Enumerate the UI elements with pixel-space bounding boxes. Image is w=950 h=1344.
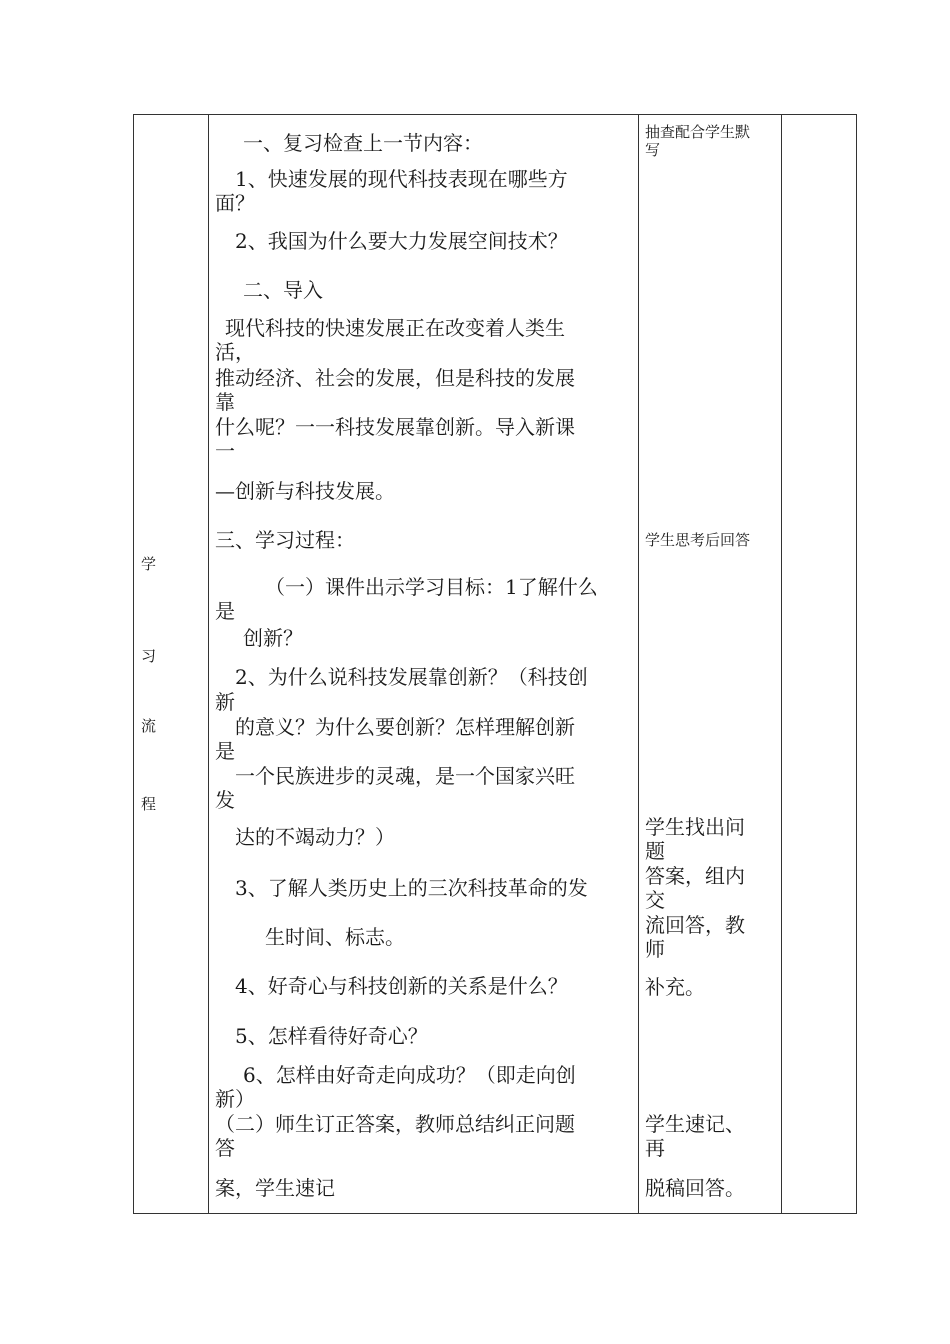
content-line: —创新与科技发展。: [215, 479, 395, 503]
content-line: 现代科技的快速发展正在改变着人类生: [225, 316, 565, 340]
section-label-cell: [134, 115, 208, 1213]
content-line: 面？: [215, 191, 255, 215]
content-line: （二）师生订正答案，教师总结纠正问题: [215, 1112, 575, 1136]
section-label-char: 流: [141, 717, 157, 735]
activity-line: 再: [645, 1136, 665, 1160]
activity-line: 答案，组内: [645, 864, 745, 888]
content-line: 发: [215, 788, 235, 812]
content-line: 一、复习检查上一节内容：: [243, 131, 483, 155]
activity-line: 题: [645, 839, 665, 863]
activity-line: 抽查配合学生默: [645, 123, 751, 141]
content-line: 一: [215, 439, 235, 463]
content-line: 2、为什么说科技发展靠创新？（科技创: [235, 665, 588, 689]
activity-line: 学生速记、: [645, 1112, 745, 1136]
activity-line: 流回答，教: [645, 913, 745, 937]
content-line: 1、快速发展的现代科技表现在哪些方: [235, 167, 568, 191]
content-line: 5、怎样看待好奇心？: [235, 1024, 428, 1048]
content-line: 一个民族进步的灵魂，是一个国家兴旺: [235, 764, 575, 788]
content-line: 的意义？为什么要创新？怎样理解创新: [235, 715, 575, 739]
content-line: 新: [215, 690, 235, 714]
content-line: 达的不竭动力？）: [235, 825, 395, 849]
section-label-char: 程: [141, 795, 157, 813]
main-content-cell: [209, 115, 638, 1213]
content-line: 案，学生速记: [215, 1176, 335, 1200]
student-activity-cell: [639, 115, 781, 1213]
activity-line: 学生找出问: [645, 815, 745, 839]
activity-line: 补充。: [645, 975, 705, 999]
content-line: 3、了解人类历史上的三次科技革命的发: [235, 876, 588, 900]
content-line: 生时间、标志。: [265, 925, 405, 949]
content-line: 2、我国为什么要大力发展空间技术？: [235, 229, 568, 253]
content-line: 二、导入: [243, 278, 323, 302]
activity-line: 写: [645, 141, 661, 159]
content-line: 三、学习过程：: [215, 528, 355, 552]
activity-line: 交: [645, 888, 665, 912]
section-label-char: 习: [141, 647, 157, 665]
empty-notes-cell: [782, 115, 858, 1213]
content-line: （一）课件出示学习目标：1了解什么: [265, 575, 598, 599]
content-line: 活，: [215, 340, 255, 364]
content-line: 创新？: [243, 626, 303, 650]
content-line: 6、怎样由好奇走向成功？（即走向创: [243, 1063, 576, 1087]
content-line: 答: [215, 1136, 235, 1160]
activity-line: 师: [645, 937, 665, 961]
content-line: 什么呢？一一科技发展靠创新。导入新课: [215, 415, 575, 439]
content-line: 靠: [215, 390, 235, 414]
lesson-table: [133, 114, 857, 1214]
content-line: 新）: [215, 1087, 255, 1111]
section-label-char: 学: [141, 555, 157, 573]
clipped-line: [209, 599, 638, 623]
activity-line: 学生思考后回答: [645, 531, 751, 549]
content-line: 是: [215, 599, 235, 623]
activity-line: 脱稿回答。: [645, 1176, 745, 1200]
content-line: 是: [215, 739, 235, 763]
content-line: 推动经济、社会的发展，但是科技的发展: [215, 366, 575, 390]
content-line: 4、好奇心与科技创新的关系是什么？: [235, 974, 568, 998]
